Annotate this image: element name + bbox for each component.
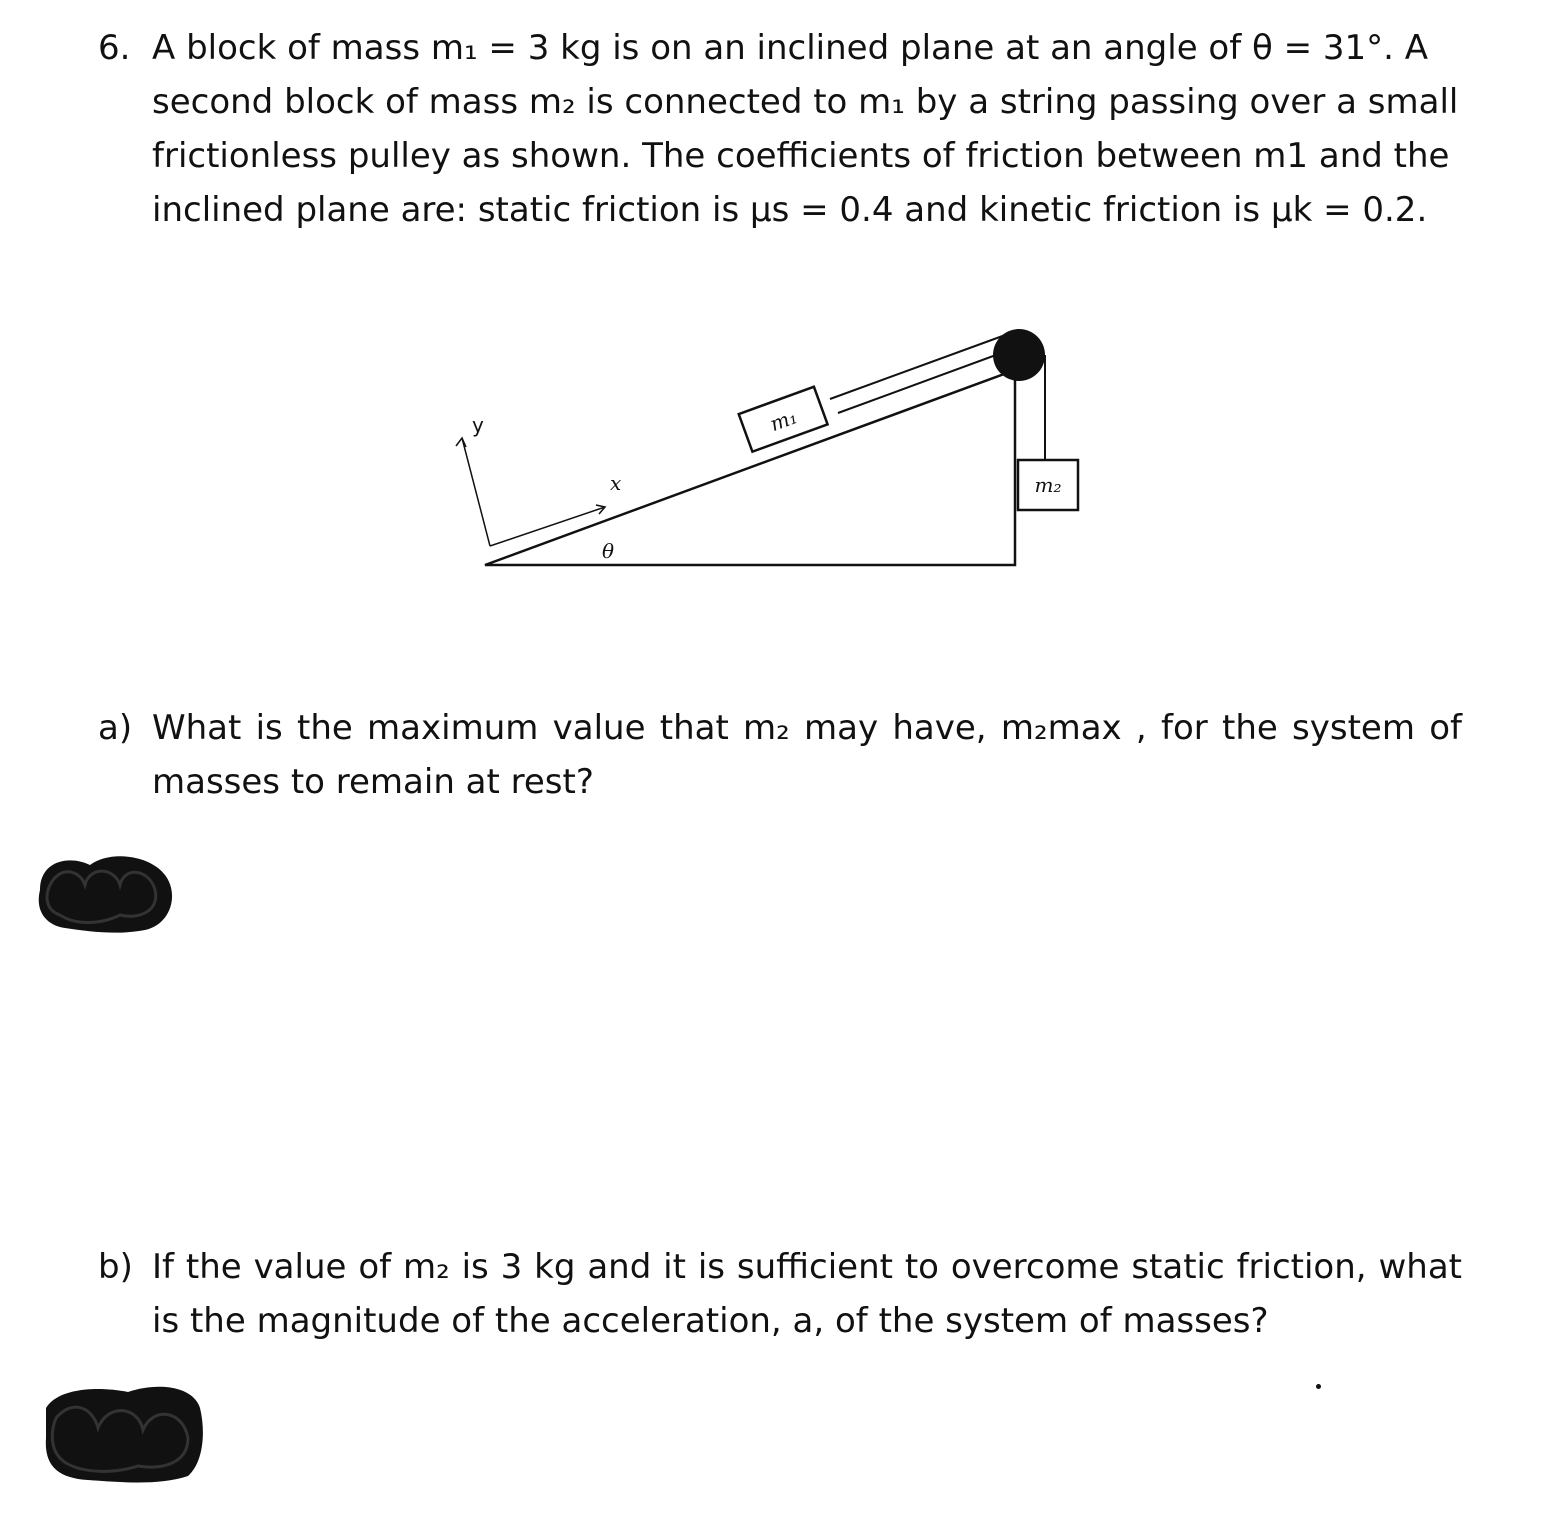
y-axis-label: y: [472, 413, 484, 437]
block-m2-label: m₂: [1034, 473, 1062, 497]
part-b-line-2: is the magnitude of the acceleration, a, of the system of masses?: [152, 1301, 1269, 1341]
redaction-scribble-a: [30, 840, 180, 940]
problem-line-1: A block of mass m₁ = 3 kg is on an inclined plane at an angle of θ = 31°. A: [152, 28, 1429, 68]
angle-label: θ: [602, 539, 615, 563]
stray-mark: [1316, 1384, 1321, 1389]
block-m1: [739, 387, 828, 452]
y-axis: [462, 438, 490, 546]
problem-line-4: inclined plane are: static friction is µs = 0.4 and kinetic friction is µk = 0.2.: [152, 190, 1428, 230]
pulley: [993, 329, 1045, 381]
part-a-question: [152, 701, 1462, 809]
part-a-label: a): [98, 708, 133, 748]
string-upper: [830, 334, 1008, 399]
problem-line-3: frictionless pulley as shown. The coefficients of friction between m1 and the: [152, 136, 1450, 176]
x-axis-label: x: [610, 471, 622, 495]
part-a-line-1: What is the maximum value that m₂ may have, m₂max , for the system of: [152, 708, 1462, 748]
incline-plane: [485, 370, 1015, 565]
incline-diagram: [440, 310, 1100, 590]
problem-statement: [152, 21, 1462, 237]
part-b-line-1: If the value of m₂ is 3 kg and it is sufficient to overcome static friction, what: [152, 1247, 1462, 1287]
part-a-line-2: masses to remain at rest?: [152, 762, 594, 802]
problem-line-2: second block of mass m₂ is connected to m₁ by a string passing over a small: [152, 82, 1459, 122]
part-b-question: [152, 1240, 1462, 1348]
problem-number: 6.: [98, 28, 131, 68]
block-m1-label: m₁: [766, 404, 801, 437]
redaction-scribble-b: [38, 1378, 208, 1488]
part-b-label: b): [98, 1247, 133, 1287]
